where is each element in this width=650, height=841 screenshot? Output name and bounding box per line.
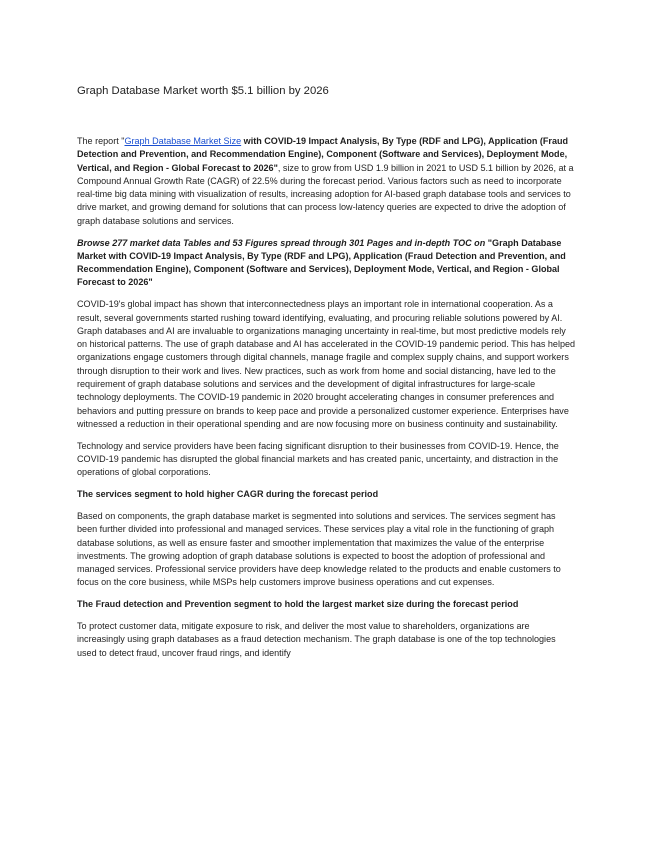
tech-paragraph: Technology and service providers have been facing significant disruption to their businesses from COVID-19. Hence, the COVID-19 pandemic has disrupted the global financial markets and has created panic, uncertainty, and distraction in the operations of global corporations. <box>77 440 559 478</box>
intro-prefix: The report " <box>77 136 125 146</box>
services-heading: The services segment to hold higher CAGR during the forecast period <box>77 489 379 500</box>
document-body <box>77 135 577 668</box>
browse-italic: Browse 277 market data Tables and 53 Figures spread through 301 Pages and in-depth TOC on <box>77 237 488 248</box>
fraud-paragraph: To protect customer data, mitigate exposure to risk, and deliver the most value to shareholders, organizations are increasingly using graph databases as a fraud detection mechanism. The graph database is one of the top technologies used to detect fraud, uncover fraud rings, and identify <box>77 621 556 658</box>
intro-rest: , size to grow from USD 1.9 billion in 2021 to USD 5.1 billion by 2026, at a Compound Annual Growth Rate (CAGR) of 22.5% during the forecast period. Various factors such as need to incorporate real-time big data mining with visualization of results, increasing adoption for AI-based graph database tools and services to drive market, and growing demand for solutions that can process low-latency queries are expected to drive the adoption of graph database solutions and services. <box>77 162 574 226</box>
browse-paragraph <box>77 237 577 290</box>
intro-paragraph <box>77 135 577 228</box>
document-title: Graph Database Market worth $5.1 billion by 2026 <box>77 85 329 97</box>
covid-paragraph: COVID-19's global impact has shown that interconnectedness plays an important role in international cooperation. As a result, several governments started rushing toward identifying, evaluating, and procuring reliable solutions powered by AI. Graph databases and AI are invaluable to organizations managing uncertainty in real-time, but most predictive models rely on historical patterns. The use of graph database and AI has accelerated in the COVID-19 pandemic period. This has helped organizations engage customers through digital channels, manage fragile and complex supply chains, and support workers through disruption to their work and lives. New practices, such as work from home and social distancing, have led to the requirement of graph database solutions and services and the development of digital infrastructures for large-scale technology deployments. The COVID-19 pandemic in 2020 brought accelerating changes in consumer preferences and behaviors and putting pressure on brands to keep pace and provide a personalized customer experience. Enterprises have witnessed a reduction in their operational spending and are now focusing more on business continuity and sustainability. <box>77 299 576 429</box>
intro-report-title: with COVID-19 Impact Analysis, By Type (RDF and LPG), Application (Fraud Detection and Prevention, and Recommendation Engine), Component (Software and Services), Deployment Mode, Vertical, and Region - Global Forecast to 2026" <box>77 136 569 173</box>
services-paragraph: Based on components, the graph database market is segmented into solutions and services. The services segment has been further divided into professional and managed services. These services play a vital role in the functioning of graph database solutions, as well as ensure faster and smoother implementation that maximizes the value of the enterprise investments. The growing adoption of graph database solutions is expected to boost the adoption of professional and managed services. Professional service providers have deep knowledge related to the products and enable customers to focus on the core business, while MSPs help customers improve business operations and cut expenses. <box>77 510 561 588</box>
browse-report-title: "Graph Database Market with COVID-19 Impact Analysis, By Type (RDF and LPG), Application (Fraud Detection and Prevention, and Recommendation Engine), Component (Software and Services), Deployment Mode, Vertical, and Region - Global Forecast to 2026" <box>77 237 566 288</box>
report-link[interactable]: Graph Database Market Size <box>124 136 242 146</box>
fraud-heading: The Fraud detection and Prevention segment to hold the largest market size during the forecast period <box>77 599 519 610</box>
